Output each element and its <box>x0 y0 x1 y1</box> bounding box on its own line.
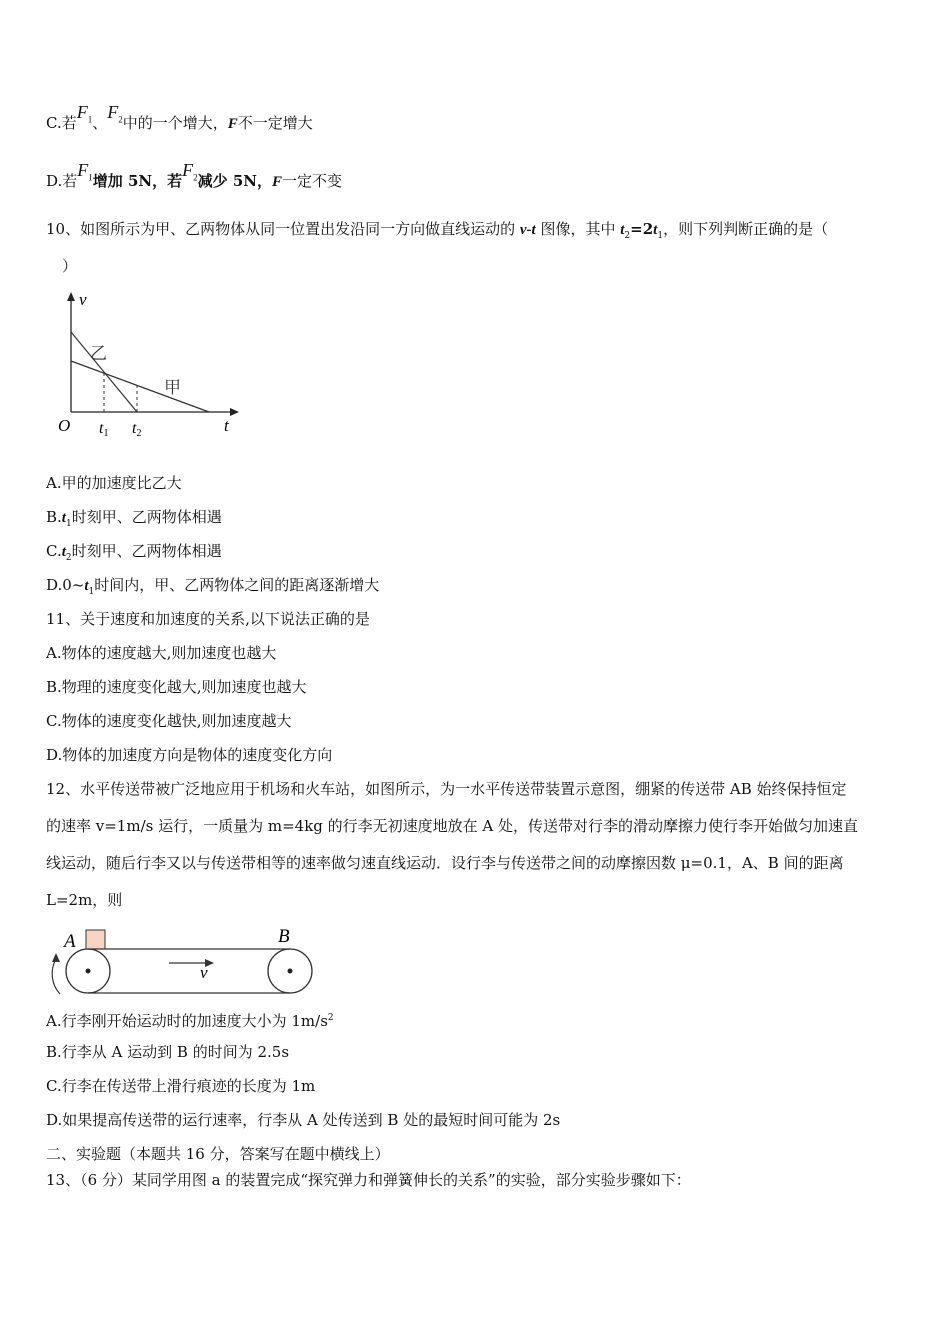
q12-stem-line1: 12、水平传送带被广泛地应用于机场和火车站，如图所示，为一水平传送带装置示意图，绷紧的传送带 AB 始终保持恒定 <box>46 780 847 798</box>
f2-symbol: $F_2$ <box>107 102 123 125</box>
t-label: t <box>224 416 229 435</box>
q10-stem: 10、如图所示为甲、乙两物体从同一位置出发沿同一方向做直线运动的 v-t 图像，其中 $t_2=2t_1$，则下列判断正确的是（ <box>46 220 829 241</box>
q10-option-d: $D.0\sim t_1$时间内，甲、乙两物体之间的距离逐渐增大 <box>46 576 380 597</box>
rotation-arrowhead <box>52 953 60 962</box>
q10-option-b: $B.t_1$时刻甲、乙两物体相遇 <box>46 508 222 529</box>
q12-stem-line3: 线运动，随后行李又以与传送带相等的速率做匀速直线运动．设行李与传送带之间的动摩擦因数 μ=0.1，A、B 间的距离 <box>46 854 844 872</box>
label-a: A <box>64 931 76 952</box>
luggage-box <box>86 930 105 949</box>
q11-option-b: B.物理的速度变化越大,则加速度也越大 <box>46 678 307 696</box>
pulley-right-center <box>288 969 293 974</box>
option-label: D.若 <box>46 172 78 190</box>
option-label: C.若 <box>46 114 77 132</box>
t2-label: t2 <box>132 420 142 439</box>
q9-option-c: C.若$F_1$、$F_2$中的一个增大，F不一定增大 <box>46 102 313 132</box>
pulley-left-center <box>86 969 91 974</box>
jia-label: 甲 <box>164 378 181 398</box>
f1-symbol: $F_1$ <box>76 102 93 125</box>
f-symbol: F <box>272 174 283 190</box>
yi-label: 乙 <box>90 344 107 364</box>
t1-label: t1 <box>99 420 109 439</box>
q12-option-b: B.行李从 A 运动到 B 的时间为 2.5s <box>46 1043 290 1061</box>
v-label: v <box>79 290 87 309</box>
t-axis-arrow <box>230 408 239 416</box>
v-axis-arrow <box>67 292 75 301</box>
q10-stem-close: ） <box>62 257 78 275</box>
origin-label: O <box>58 416 71 435</box>
q12-option-d: D.如果提高传送带的运行速率，行李从 A 处传送到 B 处的最短时间可能为 2s <box>46 1111 561 1129</box>
q12-option-c: C.行李在传送带上滑行痕迹的长度为 1m <box>46 1077 316 1095</box>
f1-symbol: $F_1$ <box>77 160 93 183</box>
q12-stem-line2: 的速率 v=1m/s 运行，一质量为 m=4kg 的行李无初速度地放在 A 处，传送带对行李的滑动摩擦力使行李开始做匀加速直 <box>46 817 859 835</box>
vt-symbol: v-t <box>519 222 536 238</box>
q10-option-c: $C.t_2$时刻甲、乙两物体相遇 <box>46 542 222 563</box>
rotation-arrow <box>52 959 60 994</box>
q9-option-d: D.若$F_1$增加 5N，若$F_2$减少 5N，F一定不变 <box>46 160 343 190</box>
q12-stem-line4: L=2m，则 <box>46 891 123 909</box>
vt-graph <box>52 288 252 443</box>
label-b: B <box>278 926 290 947</box>
q11-option-d: D.物体的加速度方向是物体的速度变化方向 <box>46 746 333 764</box>
q12-option-a: A.行李刚开始运动时的加速度大小为 $1m/s^2$ <box>46 1012 334 1030</box>
q11-stem: 11、关于速度和加速度的关系,以下说法正确的是 <box>46 610 370 628</box>
q13-stem: 13、（6 分）某同学用图 a 的装置完成“探究弹力和弹簧伸长的关系”的实验，部分实验步骤如下： <box>46 1171 691 1189</box>
section-heading: 二、实验题（本题共 16 分，答案写在题中横线上） <box>46 1145 390 1163</box>
q10-option-a: A.甲的加速度比乙大 <box>46 474 182 492</box>
q11-option-a: A.物体的速度越大,则加速度也越大 <box>46 644 277 662</box>
conveyor-diagram <box>44 922 324 1002</box>
f-symbol: F <box>227 116 238 132</box>
line-jia <box>71 361 209 412</box>
label-v: v <box>200 963 208 982</box>
f2-symbol: $F_2$ <box>182 160 198 183</box>
q11-option-c: C.物体的速度变化越快,则加速度越大 <box>46 712 292 730</box>
